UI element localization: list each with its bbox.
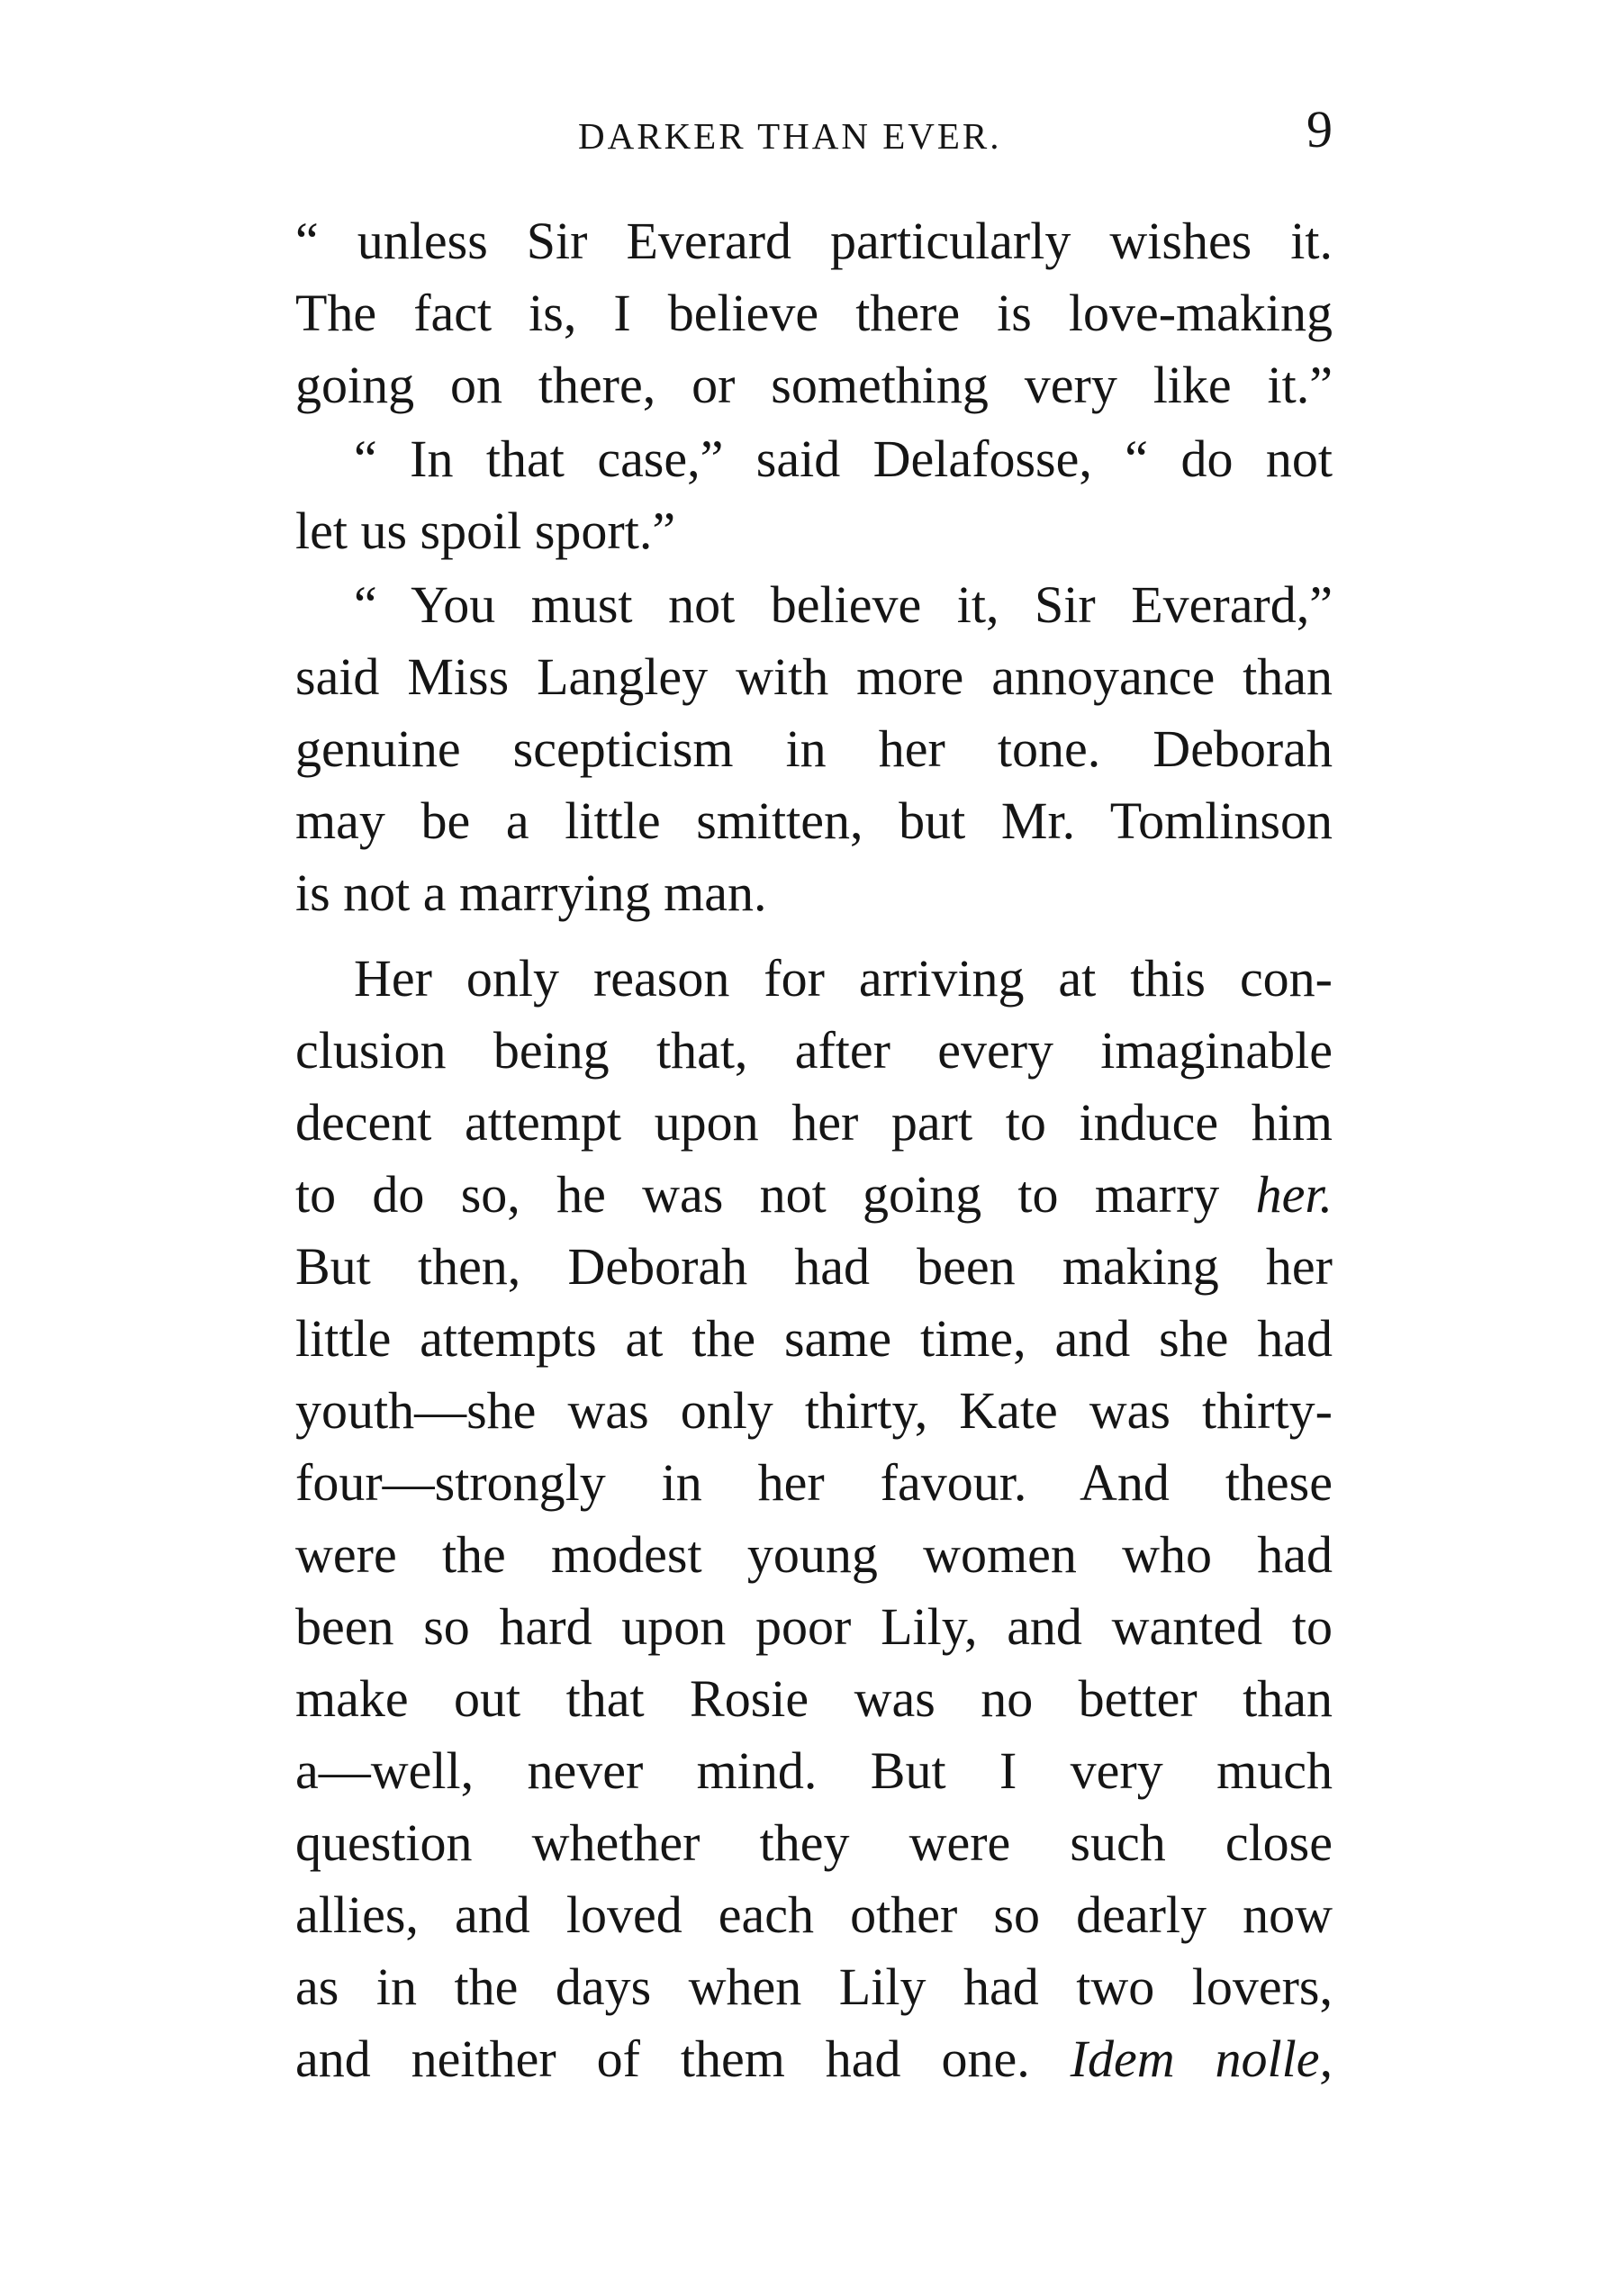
text-line: question whether they were such close <box>295 1813 1333 1872</box>
text-line: been so hard upon poor Lily, and wanted to <box>295 1597 1333 1656</box>
text-line: allies, and loved each other so dearly now <box>295 1885 1333 1944</box>
text-line: going on there, or something very like it.” <box>295 356 1333 414</box>
running-title: DARKER THAN EVER. <box>578 115 1002 157</box>
italic-word: her. <box>1255 1165 1333 1224</box>
text-line: “ In that case,” said Delafosse, “ do not <box>354 429 1333 488</box>
italic-phrase: Idem nolle, <box>1070 2029 1333 2088</box>
text-line <box>295 1159 1333 1231</box>
text-line-segment: to do so, he was not going to marry <box>295 1165 1220 1224</box>
text-line: make out that Rosie was no better than <box>295 1669 1333 1728</box>
text-line: genuine scepticism in her tone. Deborah <box>295 719 1333 778</box>
text-line <box>295 2023 1333 2095</box>
text-line: is not a marrying man. <box>295 863 767 922</box>
text-line: Her only reason for arriving at this con- <box>354 949 1333 1008</box>
text-line: may be a little smitten, but Mr. Tomlinson <box>295 791 1333 850</box>
text-line: four—strongly in her favour. And these <box>295 1453 1333 1512</box>
text-line: But then, Deborah had been making her <box>295 1237 1333 1296</box>
text-line: as in the days when Lily had two lovers, <box>295 1957 1333 2016</box>
text-line: clusion being that, after every imaginable <box>295 1021 1333 1080</box>
page-number: 9 <box>1306 100 1333 158</box>
text-line: were the modest young women who had <box>295 1525 1333 1584</box>
page-body <box>295 205 1333 2095</box>
text-line: a—well, never mind. But I very much <box>295 1741 1333 1800</box>
text-line: The fact is, I believe there is love-making <box>295 284 1333 342</box>
text-line: little attempts at the same time, and she had <box>295 1309 1333 1368</box>
text-line: decent attempt upon her part to induce him <box>295 1093 1333 1152</box>
text-line: let us spoil sport.” <box>295 502 676 560</box>
page-header <box>295 100 1333 164</box>
text-line: youth—she was only thirty, Kate was thirty- <box>295 1381 1333 1440</box>
text-line: “ You must not believe it, Sir Everard,” <box>354 575 1333 634</box>
text-line: said Miss Langley with more annoyance than <box>295 647 1333 706</box>
text-line-segment: and neither of them had one. <box>295 2029 1030 2088</box>
text-line: “ unless Sir Everard particularly wishes it. <box>295 212 1333 270</box>
